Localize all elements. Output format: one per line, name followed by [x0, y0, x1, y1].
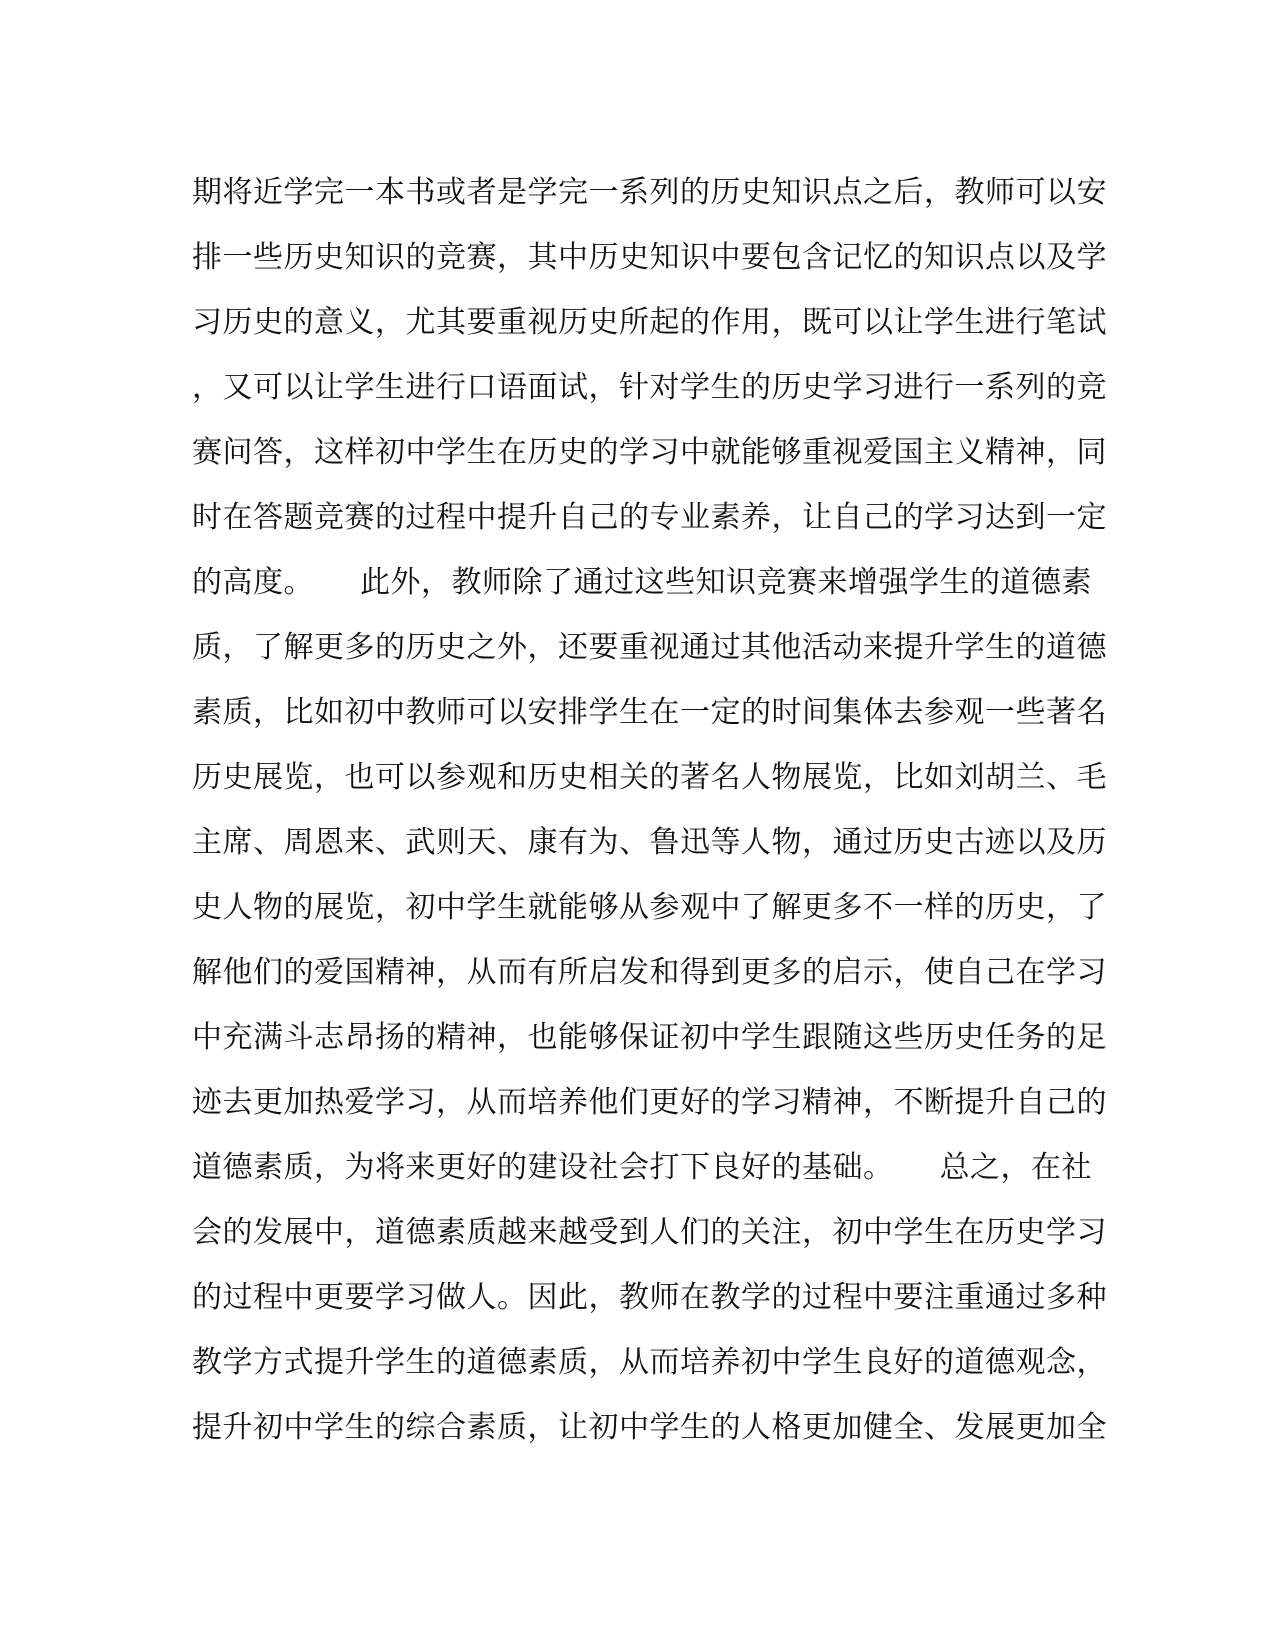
text-line: 时在答题竞赛的过程中提升自己的专业素养，让自己的学习达到一定 [192, 500, 1107, 535]
text-line: 提升初中学生的综合素质，让初中学生的人格更加健全、发展更加全 [192, 1410, 1107, 1445]
text-line: 习历史的意义，尤其要重视历史所起的作用，既可以让学生进行笔试 [192, 305, 1107, 340]
body-text [192, 160, 1107, 1460]
text-line: 解他们的爱国精神，从而有所启发和得到更多的启示，使自己在学习 [192, 955, 1107, 990]
text-line: 道德素质，为将来更好的建设社会打下良好的基础。 总之，在社 [192, 1150, 1092, 1185]
text-line: 会的发展中，道德素质越来越受到人们的关注，初中学生在历史学习 [192, 1215, 1107, 1250]
text-line: 教学方式提升学生的道德素质，从而培养初中学生良好的道德观念， [192, 1345, 1107, 1380]
text-line: 质，了解更多的历史之外，还要重视通过其他活动来提升学生的道德 [192, 630, 1107, 665]
text-line: 素质，比如初中教师可以安排学生在一定的时间集体去参观一些著名 [192, 695, 1107, 730]
text-line: 排一些历史知识的竞赛，其中历史知识中要包含记忆的知识点以及学 [192, 240, 1107, 275]
text-line: 史人物的展览，初中学生就能够从参观中了解更多不一样的历史，了 [192, 890, 1107, 925]
text-line: 迹去更加热爱学习，从而培养他们更好的学习精神，不断提升自己的 [192, 1085, 1107, 1120]
text-line: 期将近学完一本书或者是学完一系列的历史知识点之后，教师可以安 [192, 175, 1107, 210]
text-line: 的过程中更要学习做人。因此，教师在教学的过程中要注重通过多种 [192, 1280, 1107, 1315]
text-line: 中充满斗志昂扬的精神，也能够保证初中学生跟随这些历史任务的足 [192, 1020, 1107, 1055]
text-line: 赛问答，这样初中学生在历史的学习中就能够重视爱国主义精神，同 [192, 435, 1107, 470]
text-line: 历史展览，也可以参观和历史相关的著名人物展览，比如刘胡兰、毛 [192, 760, 1107, 795]
text-line: 的高度。 此外，教师除了通过这些知识竞赛来增强学生的道德素 [192, 565, 1092, 600]
text-line: ，又可以让学生进行口语面试，针对学生的历史学习进行一系列的竞 [192, 370, 1107, 405]
text-line: 主席、周恩来、武则天、康有为、鲁迅等人物，通过历史古迹以及历 [192, 825, 1107, 860]
